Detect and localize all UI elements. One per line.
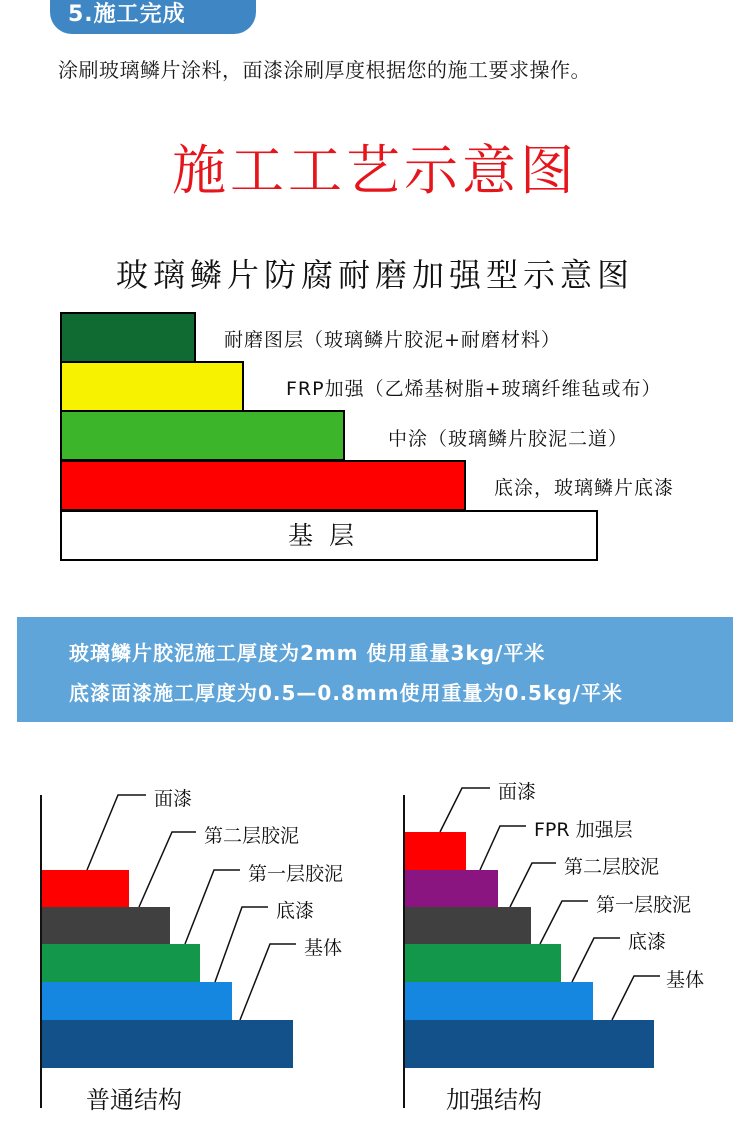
layers-diagram-title: 玻璃鳞片防腐耐磨加强型示意图 bbox=[115, 256, 634, 294]
ordinary-layer-putty-1 bbox=[42, 944, 200, 983]
reinforced-callout-putty-1: 第一层胶泥 bbox=[596, 894, 692, 916]
ordinary-layer-substrate bbox=[42, 1020, 293, 1068]
layer-label-frp: FRP加强（乙烯基树脂+玻璃纤维毡或布） bbox=[286, 378, 662, 400]
ordinary-layer-topcoat bbox=[42, 870, 129, 908]
layer-label-middle-coat: 中涂（玻璃鳞片胶泥二道） bbox=[388, 428, 629, 450]
reinforced-callout-topcoat: 面漆 bbox=[498, 781, 537, 803]
reinforced-caption: 加强结构 bbox=[446, 1086, 542, 1114]
reinforced-leader-lines bbox=[440, 788, 660, 1020]
reinforced-layer-putty-1 bbox=[405, 944, 561, 983]
reinforced-layer-substrate bbox=[405, 1020, 654, 1068]
layer-bar-wear bbox=[60, 312, 196, 363]
ordinary-callout-putty-2: 第二层胶泥 bbox=[204, 825, 300, 847]
step-badge: 5.施工完成 bbox=[50, 0, 256, 34]
layer-label-wear: 耐磨图层（玻璃鳞片胶泥+耐磨材料） bbox=[224, 329, 561, 351]
ordinary-layer-putty-2 bbox=[42, 907, 170, 945]
info-line-paint: 底漆面漆施工厚度为0.5—0.8mm使用重量为0.5kg/平米 bbox=[69, 681, 623, 705]
ordinary-callout-topcoat: 面漆 bbox=[154, 788, 193, 810]
info-panel bbox=[17, 617, 733, 722]
ordinary-layer-primer bbox=[42, 982, 232, 1021]
ordinary-callout-putty-1: 第一层胶泥 bbox=[248, 863, 344, 885]
ordinary-leader-lines bbox=[87, 795, 296, 1020]
ordinary-callout-primer: 底漆 bbox=[276, 900, 315, 922]
layer-bar-primer bbox=[60, 460, 466, 511]
reinforced-layer-putty-2 bbox=[405, 907, 531, 945]
main-title: 施工工艺示意图 bbox=[172, 139, 578, 202]
reinforced-callout-putty-2: 第二层胶泥 bbox=[564, 856, 660, 878]
step-description: 涂刷玻璃鳞片涂料，面漆涂刷厚度根据您的施工要求操作。 bbox=[58, 58, 591, 82]
layer-label-primer: 底涂，玻璃鳞片底漆 bbox=[494, 477, 675, 499]
layer-bar-middle-coat bbox=[60, 410, 345, 461]
info-line-putty: 玻璃鳞片胶泥施工厚度为2mm 使用重量3kg/平米 bbox=[69, 641, 546, 665]
layer-bar-frp bbox=[60, 361, 244, 412]
ordinary-callout-substrate: 基体 bbox=[304, 937, 343, 959]
reinforced-layer-frp bbox=[405, 870, 498, 908]
layer-bar-base: 基层 bbox=[60, 510, 598, 561]
reinforced-callout-primer: 底漆 bbox=[628, 931, 667, 953]
reinforced-callout-frp: FPR 加强层 bbox=[534, 819, 633, 841]
reinforced-callout-substrate: 基体 bbox=[666, 969, 705, 991]
ordinary-caption: 普通结构 bbox=[86, 1086, 182, 1114]
reinforced-layer-topcoat bbox=[405, 832, 466, 871]
reinforced-layer-primer bbox=[405, 982, 593, 1021]
